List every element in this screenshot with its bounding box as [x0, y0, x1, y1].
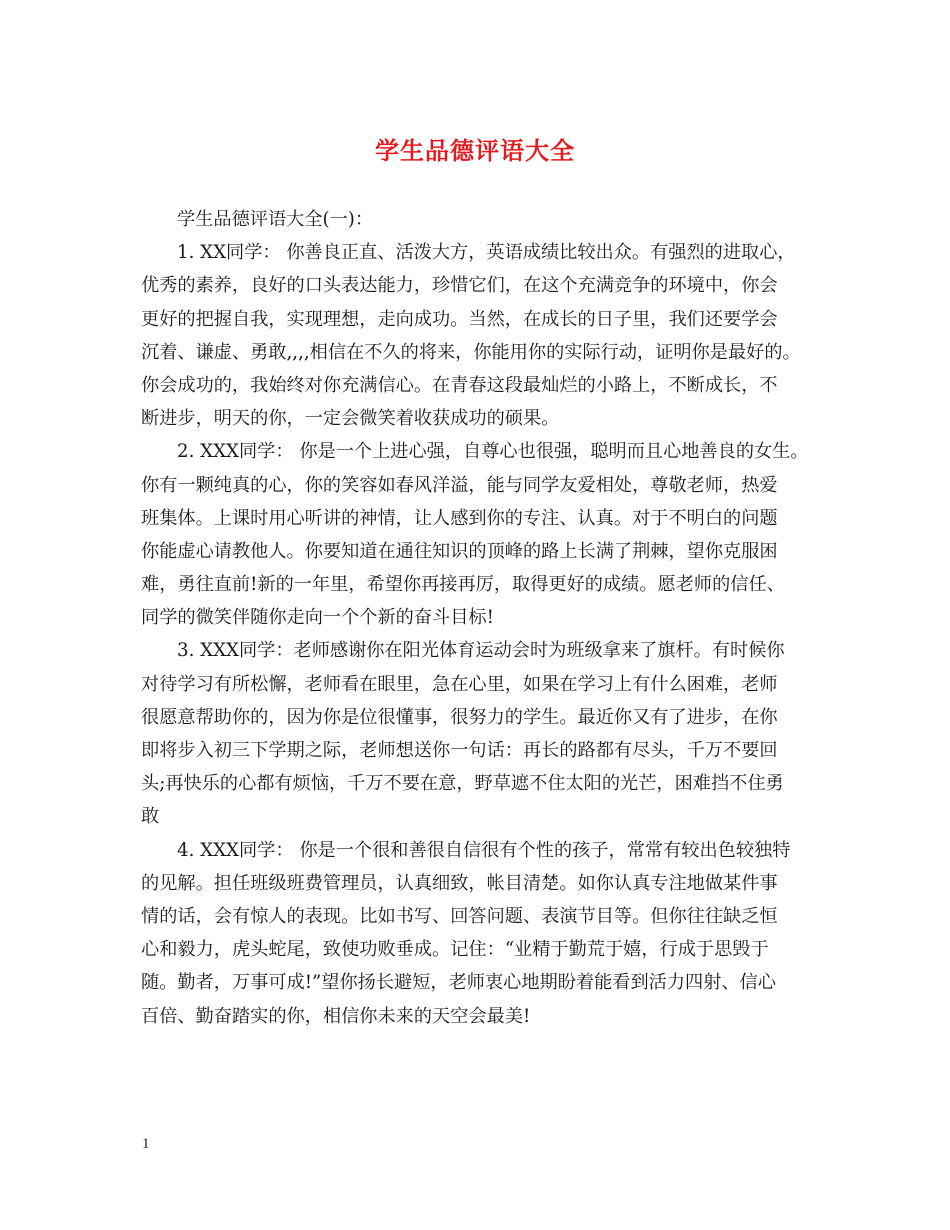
- paragraph-line: [141, 1033, 813, 1066]
- paragraph-line: 的见解。担任班级班费管理员，认真细致，帐目清楚。如你认真专注地做某件事: [141, 872, 778, 894]
- paragraph-line: 班集体。上课时用心听讲的神情，让人感到你的专注、认真。对于不明白的问题: [141, 507, 778, 529]
- paragraph-line: 对待学习有所松懈，老师看在眼里，急在心里，如果在学习上有什么困难，老师: [141, 673, 778, 695]
- paragraph-line: 2. XXX同学： 你是一个上进心强，自尊心也很强，聪明而且心地善良的女生。: [177, 441, 809, 463]
- paragraph-line: 即将步入初三下学期之际，老师想送你一句话：再长的路都有尽头，千万不要回: [141, 740, 778, 761]
- paragraph-line: 情的话，会有惊人的表现。比如书写、回答问题、表演节目等。但你往往缺乏恒: [141, 905, 778, 927]
- paragraph-line: 优秀的素养，良好的口头表达能力，珍惜它们，在这个充满竞争的环境中，你会: [141, 275, 778, 297]
- paragraph-line: 3. XXX同学：老师感谢你在阳光体育运动会时为班级拿来了旗杆。有时候你: [177, 640, 785, 662]
- paragraph-line: 你会成功的，我始终对你充满信心。在青春这段最灿烂的小路上，不断成长，不: [141, 374, 778, 396]
- paragraph-line: 你能虚心请教他人。你要知道在通往知识的顶峰的路上长满了荆棘，望你克服困: [141, 540, 778, 562]
- document-body: [141, 203, 813, 1066]
- paragraph-line: 难，勇往直前!新的一年里，希望你再接再厉，取得更好的成绩。愿老师的信任、: [141, 574, 785, 596]
- paragraph-line: 4. XXX同学： 你是一个很和善很自信很有个性的孩子，常常有较出色较独特: [177, 839, 791, 861]
- paragraph-line: 很愿意帮助你的，因为你是位很懂事，很努力的学生。最近你又有了进步，在你: [141, 706, 778, 728]
- paragraph-line: 你有一颗纯真的心，你的笑容如春风洋溢，能与同学友爱相处，尊敬老师，热爱: [141, 474, 778, 496]
- section-heading: 学生品德评语大全(一)：: [177, 209, 374, 230]
- paragraph-line: 敢: [141, 806, 160, 828]
- paragraph-line: 百倍、勤奋踏实的你，相信你未来的天空会最美!: [141, 1005, 531, 1027]
- paragraph-line: 沉着、谦虚、勇敢,,,,相信在不久的将来，你能用你的实际行动，证明你是最好的。: [141, 341, 801, 363]
- page-number: 1: [142, 1136, 150, 1152]
- paragraph-line: 头;再快乐的心都有烦恼，千万不要在意，野草遮不住太阳的光芒，困难挡不住勇: [141, 773, 784, 795]
- document-title: 学生品德评语大全: [375, 136, 575, 165]
- paragraph-line: 同学的微笑伴随你走向一个个新的奋斗目标!: [141, 607, 494, 629]
- paragraph-line: 更好的把握自我，实现理想，走向成功。当然，在成长的日子里，我们还要学会: [141, 308, 778, 330]
- paragraph-line: 随。勤者，万事可成!”望你扬长避短，老师衷心地期盼着能看到活力四射、信心: [141, 972, 776, 994]
- paragraph-line: 断进步，明天的你，一定会微笑着收获成功的硕果。: [141, 408, 560, 430]
- paragraph-line: 1. XX同学： 你善良正直、活泼大方，英语成绩比较出众。有强烈的进取心，: [177, 242, 796, 264]
- paragraph-line: 心和毅力，虎头蛇尾，致使功败垂成。记住：“业精于勤荒于嬉，行成于思毁于: [141, 939, 769, 961]
